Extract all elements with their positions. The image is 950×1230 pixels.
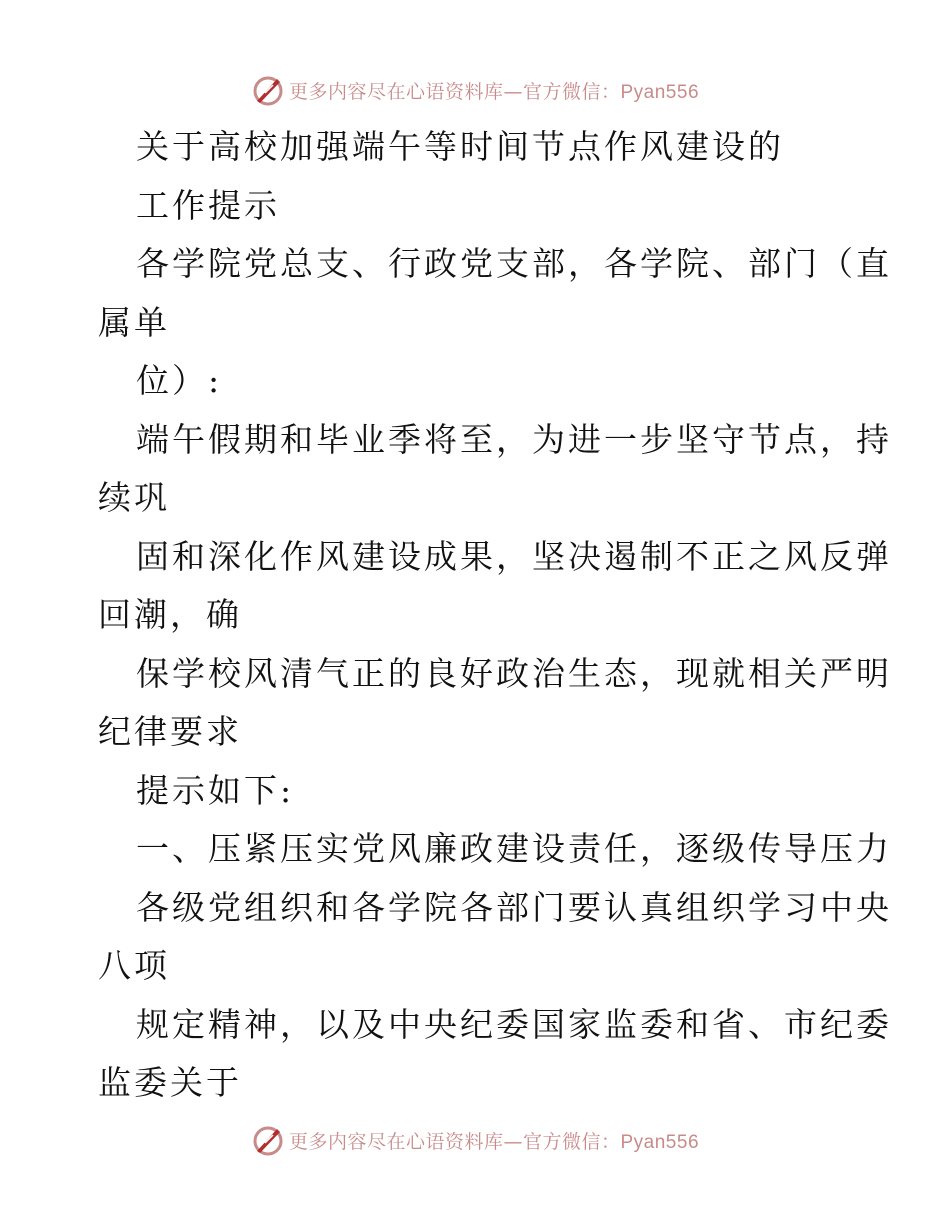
document-line: 工作提示 [136,185,280,225]
document-line: 属单 [98,302,170,342]
document-line: 提示如下: [136,770,295,810]
document-line: 保学校风清气正的良好政治生态，现就相关严明 [136,653,892,693]
watermark-label: 更多内容尽在心语资料库—官方微信： [288,80,621,103]
document-line: 各学院党总支、行政党支部，各学院、部门（直 [136,244,892,283]
document-line: 固和深化作风建设成果，坚决遏制不正之风反弹 [136,536,892,576]
document-line: 关于高校加强端午等时间节点作风建设的 [136,127,784,166]
header-watermark [0,70,950,110]
watermark-text [289,1127,699,1154]
document-line: 续巩 [98,478,170,517]
document-line: 一、压紧压实党风廉政建设责任，逐级传导压力 [136,829,892,868]
document-line: 纪律要求 [98,712,242,751]
document-body [98,118,892,1113]
document-line: 规定精神，以及中央纪委国家监委和省、市纪委 [136,1004,892,1044]
document-line: 回潮，确 [98,595,242,634]
document-line: 监委关于 [98,1063,242,1102]
watermark-text [289,77,699,104]
document-line: 位）: [136,361,223,400]
feather-pen-icon [251,73,285,107]
watermark-wechat-id: Pyan556 [620,1131,700,1153]
document-line: 端午假期和毕业季将至，为进一步坚守节点，持 [136,419,892,459]
document-line: 八项 [98,946,170,985]
footer-watermark [0,1120,950,1160]
document-line: 各级党组织和各学院各部门要认真组织学习中央 [136,887,892,927]
feather-pen-icon [251,1123,285,1157]
watermark-label: 更多内容尽在心语资料库—官方微信： [288,1130,621,1153]
watermark-wechat-id: Pyan556 [620,81,700,103]
